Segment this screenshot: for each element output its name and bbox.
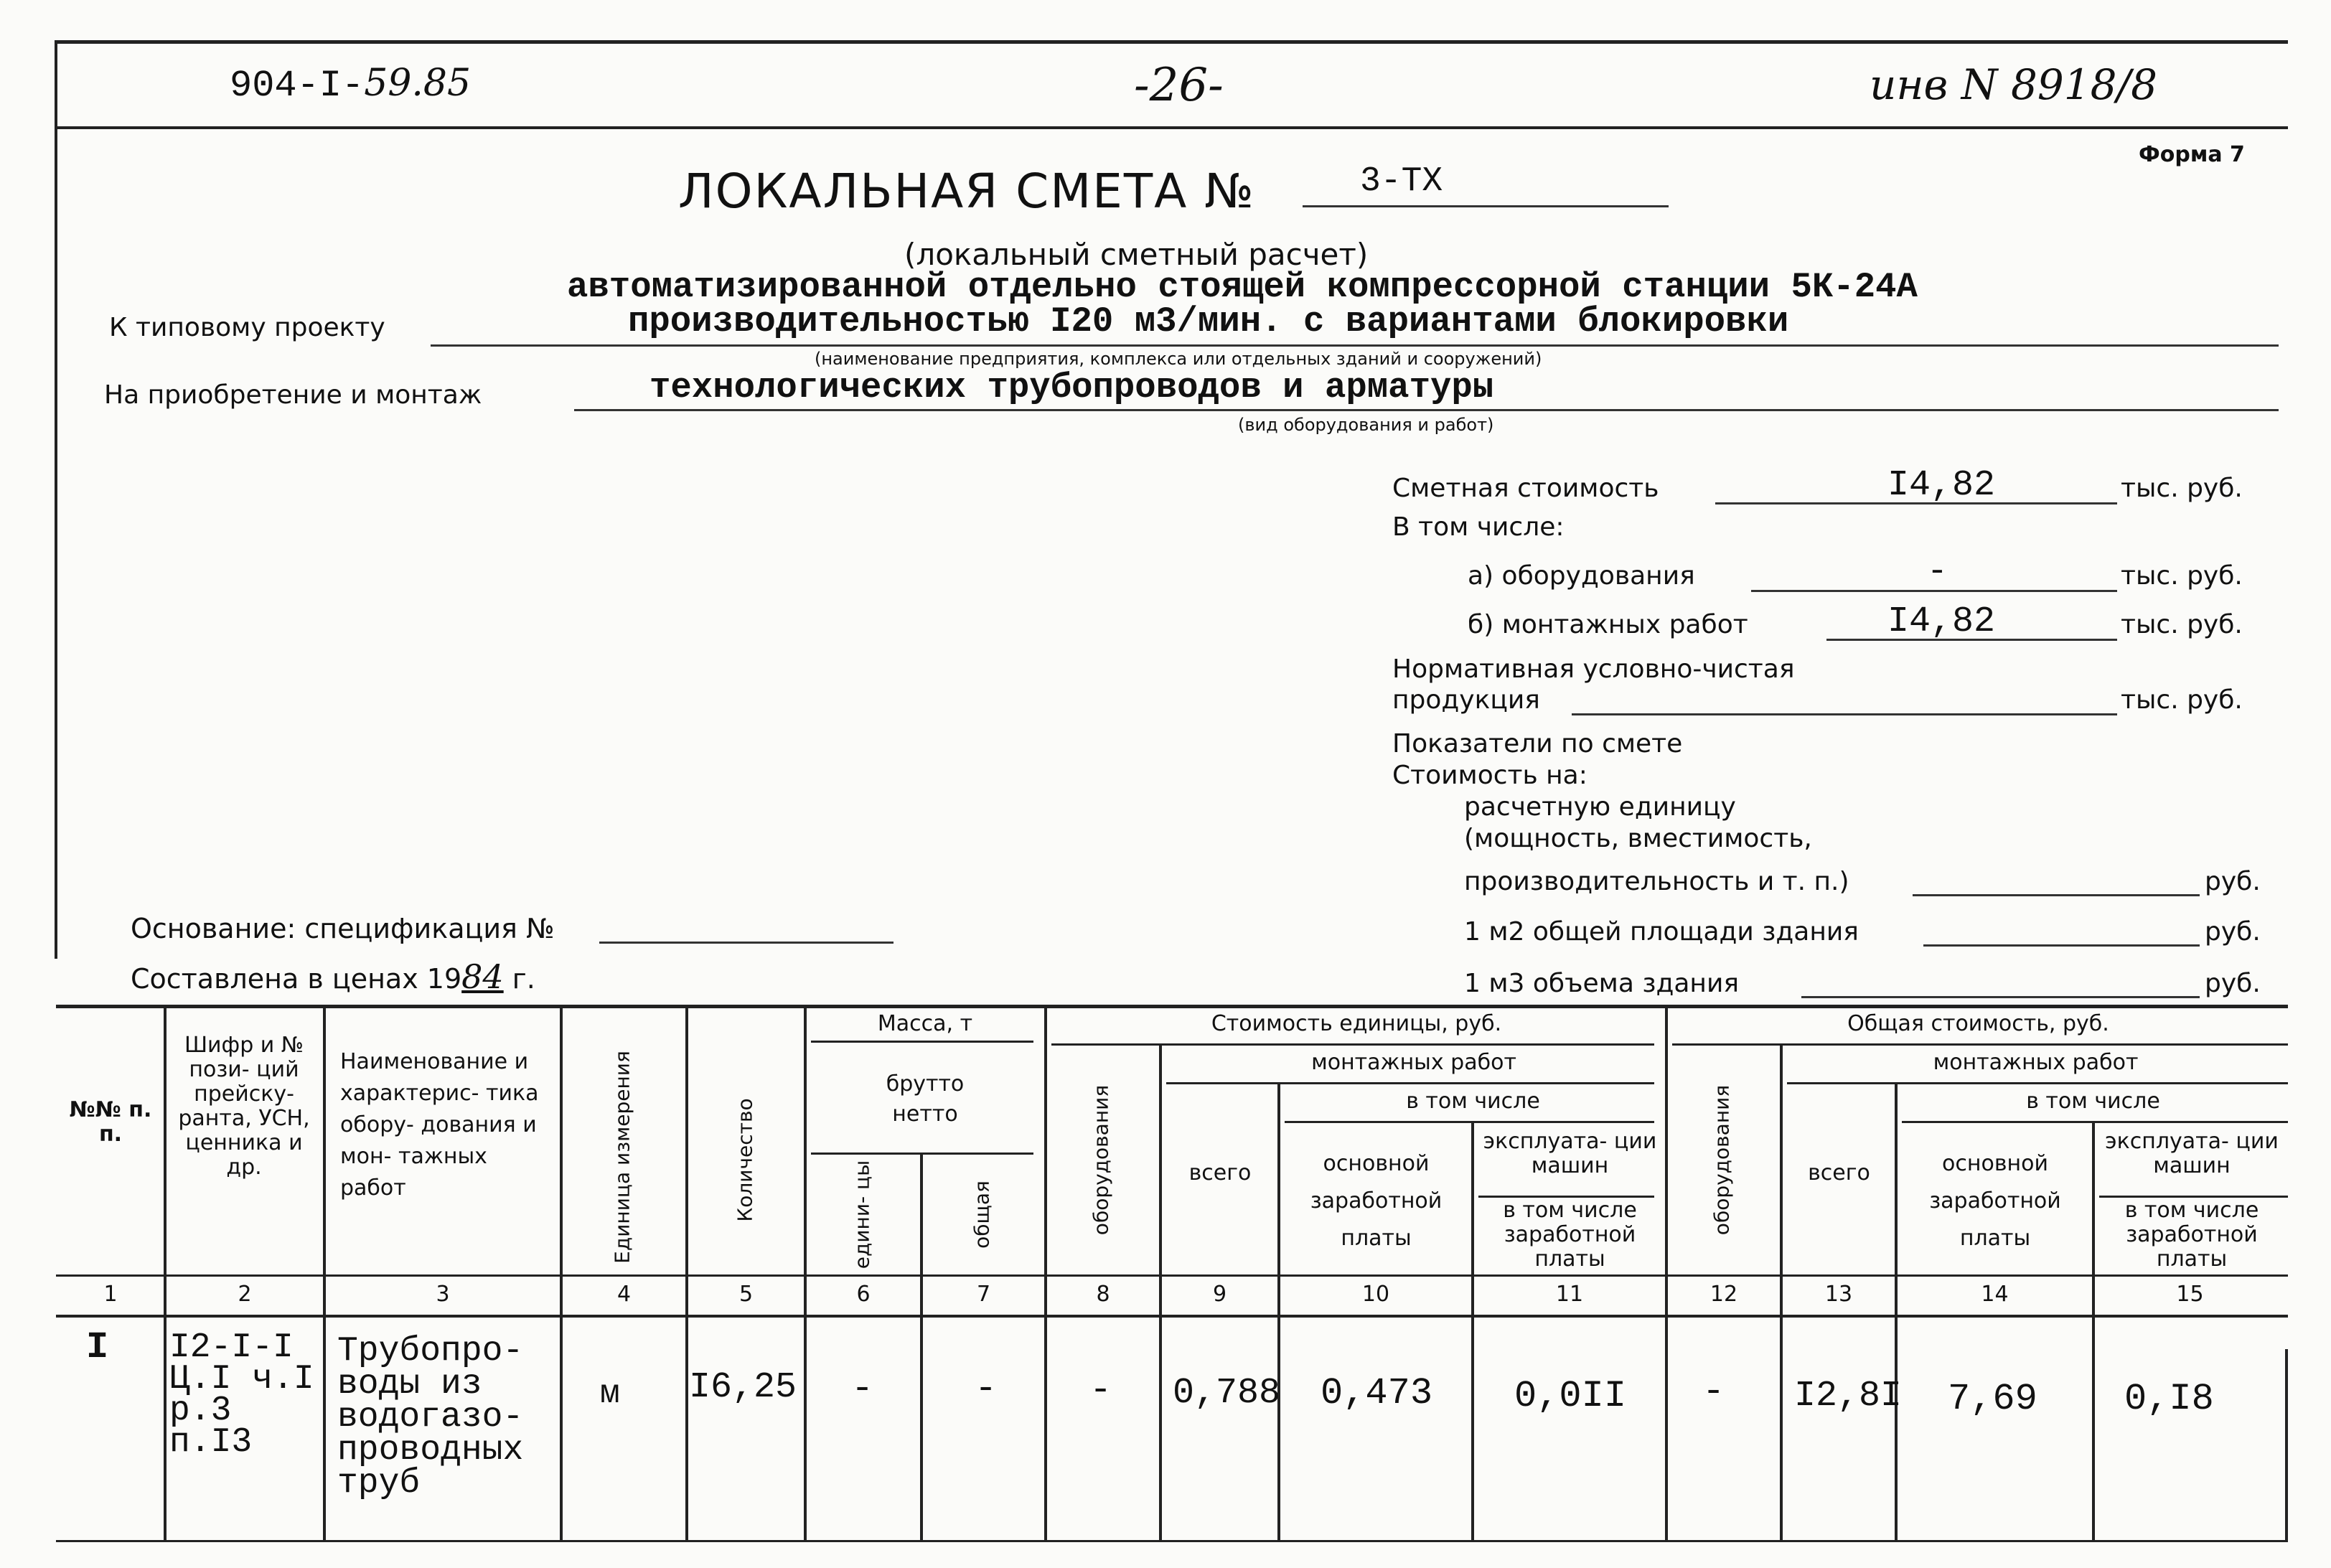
- spec-label: Основание: спецификация №: [131, 913, 555, 944]
- th-equip-sum: оборудования: [1709, 1084, 1734, 1236]
- purchase-caption: (вид оборудования и работ): [1238, 415, 1494, 435]
- purchase-value: технологических трубопроводов и арматуры: [649, 367, 1494, 408]
- th-machine-wage-sum: в том числе заработной платы: [2124, 1198, 2259, 1272]
- row-qty: I6,25: [689, 1367, 797, 1408]
- th-total-cost: Общая стоимость, руб.: [1847, 1011, 2109, 1036]
- page-number: -26-: [1134, 59, 1224, 112]
- install-value: I4,82: [1887, 601, 1996, 642]
- prices-year: 84: [461, 957, 504, 996]
- th-wage-sum: основной заработной платы: [1929, 1151, 2061, 1251]
- cost-label: Сметная стоимость: [1392, 474, 1659, 503]
- th-incl: в том числе: [1406, 1089, 1540, 1114]
- row-num: I: [86, 1326, 109, 1369]
- th-name: Наименование и характерис- тика обору- дования и мон- тажных работ: [340, 1049, 539, 1201]
- cost-per-label: Стоимость на:: [1392, 761, 1587, 790]
- th-unit: Единица измерения: [610, 1051, 634, 1264]
- equip-label: а) оборудования: [1468, 561, 1695, 591]
- estimate-number: 3-ТХ: [1360, 162, 1443, 201]
- th-equip: оборудования: [1089, 1084, 1113, 1236]
- col-num-5: 5: [738, 1282, 754, 1307]
- inventory-number: инв N 8918/8: [1870, 60, 2157, 109]
- calc-unit-rub: руб.: [2205, 867, 2261, 896]
- th-total: всего: [1188, 1160, 1252, 1186]
- equip-value: -: [1927, 553, 1948, 591]
- project-label: К типовому проекту: [109, 313, 385, 342]
- norm-label-2: продукция: [1392, 685, 1540, 715]
- row-wage-sum: 7,69: [1948, 1378, 2037, 1420]
- purchase-label: На приобретение и монтаж: [104, 380, 482, 410]
- th-unit-cost: Стоимость единицы, руб.: [1211, 1011, 1502, 1036]
- volume-rub: руб.: [2205, 969, 2261, 998]
- col-num-13: 13: [1824, 1282, 1853, 1307]
- row-wage: 0,473: [1321, 1372, 1433, 1414]
- col-num-2: 2: [238, 1282, 252, 1307]
- col-num-10: 10: [1361, 1282, 1390, 1307]
- col-num-4: 4: [616, 1282, 632, 1307]
- row-equip-total: -: [1702, 1371, 1725, 1413]
- th-brutto: брутто: [886, 1071, 965, 1097]
- project-name-line1: автоматизированной отдельно стоящей компрессорной станции 5К-24А: [567, 267, 1918, 307]
- row-machine: 0,0II: [1514, 1375, 1627, 1417]
- install-label: б) монтажных работ: [1468, 610, 1748, 639]
- th-netto: нетто: [892, 1102, 958, 1127]
- row-total: 0,788: [1173, 1373, 1281, 1414]
- indicators-label: Показатели по смете: [1392, 729, 1683, 759]
- doc-code: [230, 62, 471, 107]
- th-wage: основной заработной платы: [1310, 1151, 1443, 1251]
- doc-code-handwritten: 59.85: [364, 62, 472, 105]
- col-num-15: 15: [2176, 1282, 2204, 1307]
- th-machine-wage: в том числе заработной платы: [1503, 1198, 1637, 1272]
- th-install-sum: монтажных работ: [1933, 1050, 2139, 1075]
- row-unit: м: [600, 1375, 620, 1412]
- th-machine-sum: эксплуата- ции машин: [2105, 1129, 2279, 1178]
- project-caption: (наименование предприятия, комплекса или отдельных зданий и сооружений): [815, 349, 1542, 369]
- area-label: 1 м2 общей площади здания: [1464, 917, 1859, 947]
- equip-unit: тыс. руб.: [2121, 561, 2243, 591]
- th-mass-unit: едини- цы: [850, 1160, 874, 1269]
- install-unit: тыс. руб.: [2121, 610, 2243, 639]
- area-rub: руб.: [2205, 917, 2261, 947]
- norm-unit: тыс. руб.: [2121, 685, 2243, 715]
- th-code: Шифр и № пози- ций прейску- ранта, УСН, ценника и др.: [178, 1033, 310, 1180]
- col-num-3: 3: [436, 1282, 450, 1307]
- th-total-sum: всего: [1808, 1160, 1870, 1186]
- calc-unit-1: расчетную единицу: [1464, 792, 1736, 822]
- row-mass-unit: -: [851, 1368, 874, 1410]
- prices-label-text: Составлена в ценах 19: [131, 963, 462, 995]
- th-mass: Масса, т: [877, 1011, 973, 1036]
- volume-label: 1 м3 объема здания: [1464, 969, 1740, 998]
- th-incl-sum: в том числе: [2026, 1089, 2160, 1114]
- col-num-11: 11: [1555, 1282, 1584, 1307]
- cost-value: I4,82: [1887, 465, 1996, 506]
- col-num-14: 14: [1981, 1282, 2009, 1307]
- incl-label: В том числе:: [1392, 512, 1565, 542]
- th-install: монтажных работ: [1311, 1050, 1516, 1075]
- cost-unit: тыс. руб.: [2121, 474, 2243, 503]
- row-code: I2-I-I Ц.I ч.I р.3 п.I3: [169, 1328, 314, 1462]
- th-qty: Количество: [733, 1098, 757, 1222]
- col-num-8: 8: [1096, 1282, 1110, 1307]
- page-title: ЛОКАЛЬНАЯ СМЕТА №: [678, 164, 1255, 219]
- prices-label: [131, 957, 535, 996]
- col-num-9: 9: [1212, 1282, 1227, 1307]
- col-num-6: 6: [856, 1282, 871, 1307]
- th-mass-total: общая: [970, 1180, 994, 1249]
- row-machine-sum: 0,I8: [2124, 1378, 2214, 1420]
- row-equip: -: [1089, 1369, 1112, 1412]
- form-label: Форма 7: [2139, 142, 2245, 167]
- row-name: Трубопро- воды из водогазо- проводных труб: [337, 1332, 524, 1503]
- row-mass-total: -: [975, 1368, 998, 1410]
- doc-code-prefix: 904-I-: [230, 65, 365, 107]
- title-subtitle: (локальный сметный расчет): [904, 237, 1369, 272]
- th-machine: эксплуата- ции машин: [1483, 1129, 1657, 1178]
- th-nn: №№ п. п.: [69, 1097, 152, 1147]
- norm-label-1: Нормативная условно-чистая: [1392, 654, 1795, 684]
- project-name-line2: производительностью I20 м3/мин. с вариантами блокировки: [628, 301, 1789, 342]
- col-num-1: 1: [103, 1282, 118, 1307]
- row-total-sum: I2,8I: [1794, 1376, 1903, 1417]
- prices-suffix: г.: [512, 963, 535, 995]
- calc-unit-3: производительность и т. п.): [1464, 867, 1849, 896]
- calc-unit-2: (мощность, вместимость,: [1464, 824, 1812, 853]
- col-num-7: 7: [976, 1282, 991, 1307]
- col-num-12: 12: [1709, 1282, 1738, 1307]
